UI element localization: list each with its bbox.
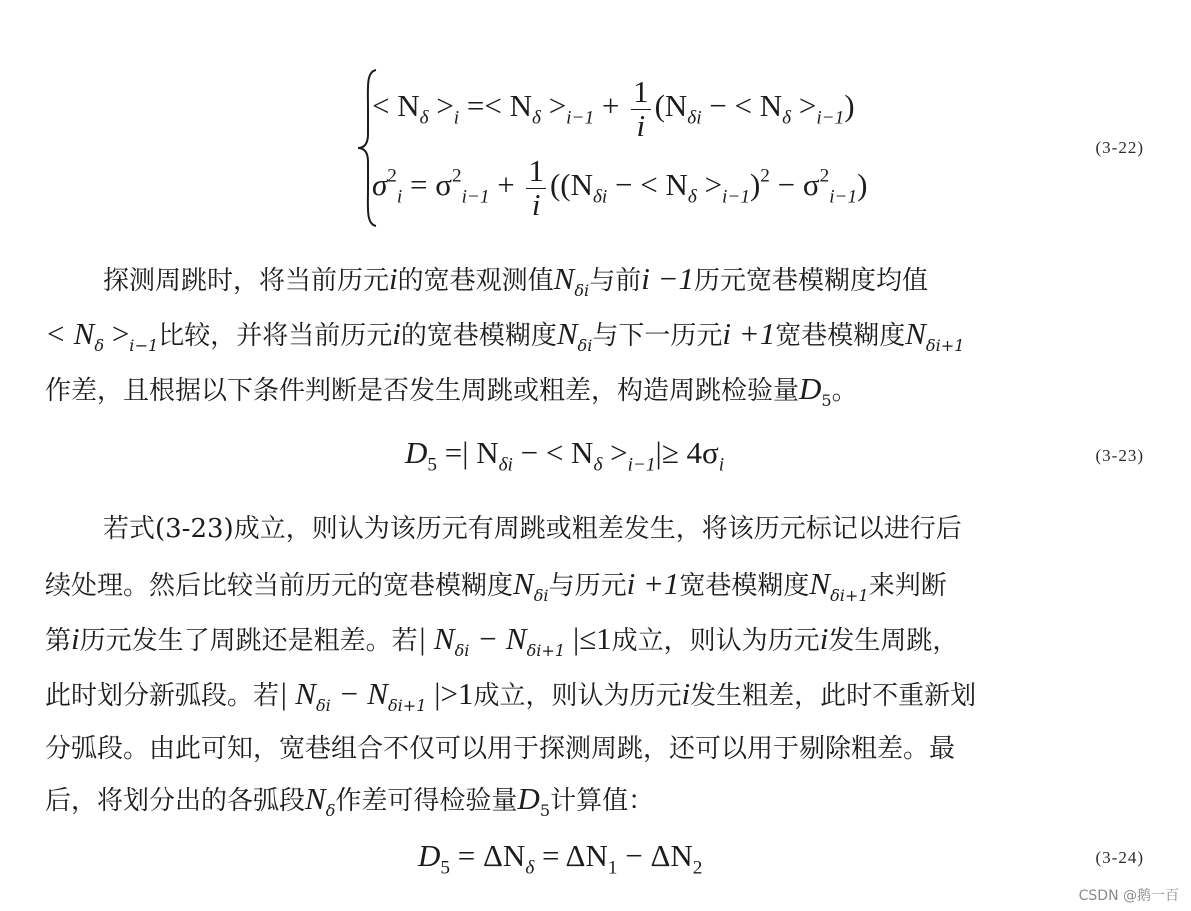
paragraph-1-line-1: 探测周跳时，将当前历元i的宽巷观测值$N_{\delta i}$与前i −1历元宽巷模糊度均值 — [103, 261, 929, 300]
fraction-one-over-i: $\frac{1}{i}$ — [528, 153, 544, 222]
fraction-one-over-i: $\frac{1}{i}$ — [633, 74, 649, 143]
paragraph-2-line-4: 此时划分新弧段。若| $N_{\delta i} - N_{\delta i+1}$ |>1成立，则认为历元i发生粗差，此时不重新划 — [45, 676, 977, 715]
equation-number-3-24: (3-24) — [1095, 848, 1144, 867]
paragraph-2-line-5: 分弧段。由此可知，宽巷组合不仅可以用于探测周跳，还可以用于剔除粗差。最 — [45, 734, 956, 764]
equation-3-22-line-2: $\sigma^2_i = \sigma^2_{i-1}$ + $\frac{1}{i}$ (($N_{\delta i}$ − < $N_\delta >_{i-1})^2 - \sigma^2_{i-1}$) — [372, 153, 868, 222]
csdn-watermark: CSDN @鹅一百 — [1078, 888, 1179, 904]
equation-number-3-22: (3-22) — [1095, 138, 1144, 157]
paragraph-2-line-1: 若式(3-23)成立，则认为该历元有周跳或粗差发生，将该历元标记以进行后 — [103, 514, 962, 544]
paragraph-2-line-3: 第i历元发生了周跳还是粗差。若| $N_{\delta i} - N_{\delta i+1}$ |≤1成立，则认为历元i发生周跳， — [45, 621, 959, 660]
equation-3-24: $D_5 = \Delta N_\delta = \Delta N_1 - \Delta N_2$ — [418, 838, 703, 879]
paragraph-2-line-2: 续处理。然后比较当前历元的宽巷模糊度$N_{\delta i}$与历元i +1宽巷模糊度$N_{\delta i+1}$来判断 — [45, 566, 947, 605]
paragraph-1-line-2: < $N_\delta >_{i-1}$比较，并将当前历元i的宽巷模糊度$N_{\delta i}$与下一历元i +1宽巷模糊度$N_{\delta i+1}$ — [45, 316, 965, 355]
paragraph-2-line-6: 后，将划分出的各弧段$N_\delta$作差可得检验量$D_5$计算值： — [45, 781, 655, 820]
equation-number-3-23: (3-23) — [1095, 446, 1144, 465]
paragraph-1-line-3: 作差，且根据以下条件判断是否发生周跳或粗差，构造周跳检验量$D_5$。 — [45, 371, 858, 410]
equation-3-23: $D_5$ =| $N_{\delta i}$ − < $N_\delta >_{i-1}|\ge 4\sigma_i$ — [405, 435, 725, 476]
equation-3-22-line-1: < $N_\delta >_i =< N_\delta >_{i-1}$ + $\frac{1}{i}$ ($N_{\delta i}$ − < $N_\delta >_{i-1}$) — [372, 74, 855, 143]
